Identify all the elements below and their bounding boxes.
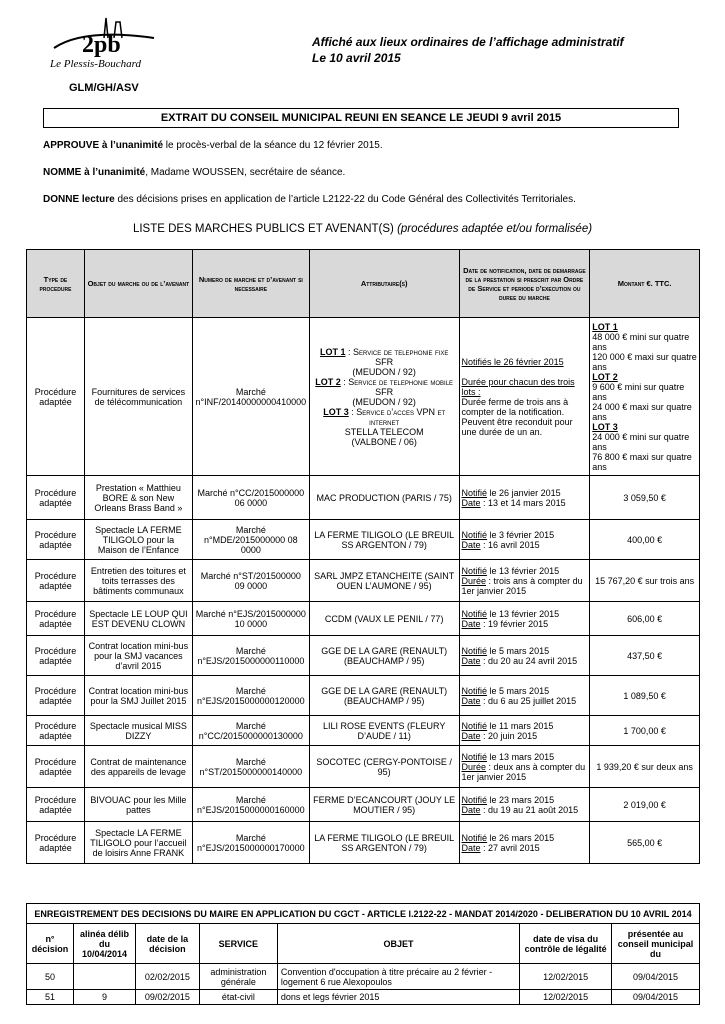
cell-visa: 12/02/2015: [520, 990, 612, 1005]
cell-attributaire: SOCOTEC (CERGY-PONTOISE / 95): [309, 746, 459, 788]
date-line: [462, 540, 588, 550]
date-line: [462, 576, 588, 596]
col-date-decision: date de la décision: [135, 924, 199, 964]
cell-montant: 437,50 €: [590, 636, 700, 676]
cell-montant: 1 939,20 € sur deux ans: [590, 746, 700, 788]
liste-subtitle: (procédures adaptée et/ou formalisée): [397, 223, 593, 235]
notif-line: [462, 833, 588, 843]
registre-caption: ENREGISTREMENT DES DECISIONS DU MAIRE EN APPLICATION DU CGCT - ARTICLE l.2122-22 - MANDAT 2014/2020 - DELIBERATION DU 10 AVRIL 2014: [27, 904, 700, 924]
col-date: Date de notification, date de demarrage de la prestation si prescrit par Ordre de Service et periode d’execution ou duree du marche: [459, 250, 590, 318]
table-row: [27, 476, 700, 520]
cell-attributaire: GGE DE LA GARE (RENAULT) (BEAUCHAMP / 95): [309, 636, 459, 676]
cell-date: [459, 560, 590, 602]
lot-block: [312, 347, 457, 377]
cell-objet: Contrat de maintenance des appareils de levage: [84, 746, 192, 788]
cell-date: [459, 520, 590, 560]
marches-table: [26, 249, 700, 864]
col-type: Type de procedure: [27, 250, 85, 318]
notif-text: le 5 mars 2015: [487, 685, 550, 696]
liste-title: [0, 223, 725, 235]
table-row: [27, 990, 700, 1005]
lot-label: LOT 2: [592, 371, 618, 382]
notif-label: Notifié: [461, 565, 488, 576]
date-label: Date: [461, 655, 481, 666]
table-row: [27, 318, 700, 476]
col-num: n° décision: [27, 924, 74, 964]
lot-label: LOT 1: [319, 346, 346, 357]
liste-title-main: LISTE DES MARCHES PUBLICS ET AVENANT(S): [132, 223, 398, 235]
date-label: Durée: [461, 761, 487, 772]
notif-line: [462, 566, 588, 576]
para-text: , Madame WOUSSEN, secrétaire de séance.: [145, 167, 346, 178]
cell-date: [459, 476, 590, 520]
cell-objet: dons et legs février 2015: [277, 990, 519, 1005]
date-text: : 27 avril 2015: [480, 842, 540, 853]
cell-numero: Marché n°EJS/2015000000170000: [192, 822, 309, 864]
notif-label: Notifié: [461, 720, 488, 731]
col-conseil: présentée au conseil municipal du: [612, 924, 700, 964]
date-line: [462, 843, 588, 853]
cell-attributaire: GGE DE LA GARE (RENAULT) (BEAUCHAMP / 95): [309, 676, 459, 716]
cell-conseil: 09/04/2015: [612, 964, 700, 990]
cell-type: Procédure adaptée: [27, 636, 85, 676]
cell-attributaire: LA FERME TILIGOLO (LE BREUIL SS ARGENTON / 79): [309, 822, 459, 864]
cell-type: Procédure adaptée: [27, 602, 85, 636]
cell-numero: Marché n°EJS/2015000000160000: [192, 788, 309, 822]
date-label: Date: [461, 539, 481, 550]
col-attributaire: Attributaire(s): [309, 250, 459, 318]
date-text: : 16 avril 2015: [480, 539, 540, 550]
date-line: [462, 696, 588, 706]
date-line: [462, 762, 588, 782]
cell-visa: 12/02/2015: [520, 964, 612, 990]
date-label: Date: [461, 618, 481, 629]
notif-label: Notifié: [461, 529, 488, 540]
date-text: : du 6 au 25 juillet 2015: [480, 695, 577, 706]
notif-label: Notifié: [461, 685, 488, 696]
cell-num: 51: [27, 990, 74, 1005]
date-text: : 13 et 14 mars 2015: [480, 497, 566, 508]
affichage-notice: [312, 34, 624, 66]
lot-label: LOT 2: [315, 376, 341, 387]
para-bold: APPROUVE à l’unanimité: [43, 140, 164, 151]
lot-place: (MEUDON / 92): [352, 366, 416, 377]
date-line: [462, 619, 588, 629]
notif-text: le 3 février 2015: [487, 529, 555, 540]
notif-line: [462, 721, 588, 731]
cell-service: administration générale: [199, 964, 277, 990]
lot-name: SFR: [375, 386, 394, 397]
date-label: Date: [461, 497, 481, 508]
cell-montant: 606,00 €: [590, 602, 700, 636]
cell-montant: 15 767,20 € sur trois ans: [590, 560, 700, 602]
lot-name: SFR: [375, 356, 394, 367]
extrait-title: EXTRAIT DU CONSEIL MUNICIPAL REUNI EN SEANCE LE JEUDI 9 avril 2015: [43, 108, 679, 128]
date-label: Date: [461, 730, 481, 741]
cell-numero: Marché n°CC/2015000000130000: [192, 716, 309, 746]
cell-objet: Contrat location mini-bus pour la SMJ vacances d’avril 2015: [84, 636, 192, 676]
cell-attributaire: FERME D’ECANCOURT (JOUY LE MOUTIER / 95): [309, 788, 459, 822]
lot-place: (MEUDON / 92): [352, 396, 416, 407]
notif-text: le 26 janvier 2015: [487, 487, 561, 498]
cell-montant: 400,00 €: [590, 520, 700, 560]
cell-date: [459, 716, 590, 746]
lot-block: [312, 377, 457, 407]
table-row: [27, 716, 700, 746]
date-line: Durée ferme de trois ans à compter de la notification.: [461, 396, 569, 417]
cell-attributaire: SARL JMPZ ETANCHEITE (SAINT OUEN L’AUMONE / 95): [309, 560, 459, 602]
col-objet: OBJET: [277, 924, 519, 964]
lot-label: LOT 3: [323, 406, 349, 417]
cell-montant: 3 059,50 €: [590, 476, 700, 520]
lot-name: STELLA TELECOM: [344, 426, 424, 437]
notif-line: [462, 609, 588, 619]
cell-type: Procédure adaptée: [27, 318, 85, 476]
notif-label: Notifié: [461, 832, 488, 843]
lot-place: (VALBONE / 06): [351, 436, 417, 447]
notif-text: le 23 mars 2015: [487, 794, 555, 805]
montant-line: 48 000 € mini sur quatre ans: [592, 331, 690, 352]
reference: GLM/GH/ASV: [69, 82, 139, 94]
registre-caption-row: [27, 904, 700, 924]
cell-objet: Contrat location mini-bus pour la SMJ Juillet 2015: [84, 676, 192, 716]
table-row: [27, 636, 700, 676]
cell-montant: 2 019,00 €: [590, 788, 700, 822]
para-text: des décisions prises en application de l’article L2122-22 du Code Général des Collectivités Territoriales.: [114, 194, 576, 205]
cell-objet: BIVOUAC pour les Mille pattes: [84, 788, 192, 822]
cell-service: état-civil: [199, 990, 277, 1005]
cell-type: Procédure adaptée: [27, 746, 85, 788]
cell-date: [459, 636, 590, 676]
cell-attributaire: [309, 318, 459, 476]
date-line: [462, 498, 588, 508]
notif-text: le 13 mars 2015: [487, 751, 555, 762]
cell-numero: Marché n°EJS/2015000000110000: [192, 636, 309, 676]
montant-line: 24 000 € maxi sur quatre ans: [592, 401, 692, 422]
cell-date: [459, 676, 590, 716]
cell-montant: 565,00 €: [590, 822, 700, 864]
table-row: [27, 746, 700, 788]
affichage-line2: Le 10 avril 2015: [312, 51, 401, 65]
cell-type: Procédure adaptée: [27, 560, 85, 602]
cell-type: Procédure adaptée: [27, 788, 85, 822]
cell-type: Procédure adaptée: [27, 716, 85, 746]
cell-numero: Marché n°ST/2015000000140000: [192, 746, 309, 788]
notif-text: le 26 mars 2015: [487, 832, 555, 843]
cell-date: [459, 788, 590, 822]
cell-attributaire: LA FERME TILIGOLO (LE BREUIL SS ARGENTON / 79): [309, 520, 459, 560]
cell-date: 09/02/2015: [135, 990, 199, 1005]
date-text: : du 20 au 24 avril 2015: [480, 655, 578, 666]
col-service: SERVICE: [199, 924, 277, 964]
col-visa: date de visa du contrôle de légalité: [520, 924, 612, 964]
col-objet: Objet du marche ou de l’avenant: [84, 250, 192, 318]
date-line: [462, 805, 588, 815]
date-line: Notifiés le 26 février 2015: [461, 356, 564, 367]
cell-numero: Marché n°EJS/2015000000120000: [192, 676, 309, 716]
cell-num: 50: [27, 964, 74, 990]
cell-alinea: 9: [73, 990, 135, 1005]
table-row: [27, 788, 700, 822]
table-header-row: [27, 250, 700, 318]
cell-numero: Marché n°INF/20140000000410000: [192, 318, 309, 476]
table-row: [27, 676, 700, 716]
table-row: [27, 560, 700, 602]
notif-line: [462, 488, 588, 498]
registre-header-row: [27, 924, 700, 964]
date-text: : 20 juin 2015: [480, 730, 538, 741]
date-text: : du 19 au 21 août 2015: [480, 804, 579, 815]
montant-line: 9 600 € mini sur quatre ans: [592, 381, 685, 402]
cell-date: [459, 746, 590, 788]
date-line: [462, 656, 588, 666]
notif-line: [462, 795, 588, 805]
notif-text: le 5 mars 2015: [487, 645, 550, 656]
para-bold: DONNE lecture: [43, 194, 115, 205]
date-line: Durée pour chacun des trois lots :: [461, 376, 575, 397]
lot-label: LOT 3: [592, 421, 618, 432]
cell-date: 02/02/2015: [135, 964, 199, 990]
lot-desc: : Service d’acces VPN et internet: [348, 406, 446, 427]
notif-text: le 13 février 2015: [487, 608, 560, 619]
col-montant: Montant €. TTC.: [590, 250, 700, 318]
cell-objet: Prestation « Matthieu BORE & son New Orleans Brass Band »: [84, 476, 192, 520]
date-text: : 19 février 2015: [480, 618, 549, 629]
lot-desc: : Service de telephonie fixe: [345, 346, 449, 357]
table-row: [27, 964, 700, 990]
lot-block: [312, 407, 457, 447]
logo-mark: 2pb: [82, 32, 121, 58]
notif-text: le 13 février 2015: [487, 565, 560, 576]
paragraph-approuve: [43, 140, 383, 151]
cell-objet: Spectacle musical MISS DIZZY: [84, 716, 192, 746]
notif-label: Notifié: [461, 645, 488, 656]
logo-caption: Le Plessis-Bouchard: [50, 58, 141, 70]
cell-attributaire: MAC PRODUCTION (PARIS / 75): [309, 476, 459, 520]
lot-label: LOT 1: [592, 321, 618, 332]
montant-line: 120 000 € maxi sur quatre ans: [592, 351, 697, 372]
cell-type: Procédure adaptée: [27, 520, 85, 560]
notif-text: le 11 mars 2015: [487, 720, 554, 731]
cell-numero: Marché n°MDE/2015000000 08 0000: [192, 520, 309, 560]
notif-label: Notifié: [461, 487, 488, 498]
date-text: : deux ans à compter du 1er janvier 2015: [461, 761, 586, 782]
cell-alinea: [73, 964, 135, 990]
cell-attributaire: LILI ROSE EVENTS (FLEURY D’AUDE / 11): [309, 716, 459, 746]
cell-numero: Marché n°ST/201500000 09 0000: [192, 560, 309, 602]
cell-type: Procédure adaptée: [27, 676, 85, 716]
col-alinea: alinéa délib du 10/04/2014: [73, 924, 135, 964]
lot-desc: : Service de telephonie mobile: [340, 376, 454, 387]
date-line: Peuvent être reconduit pour une durée de un an.: [461, 416, 573, 437]
cell-objet: Fournitures de services de télécommunication: [84, 318, 192, 476]
table-row: [27, 602, 700, 636]
notif-label: Notifié: [461, 751, 488, 762]
cell-objet: Entretien des toitures et toits terrasses des bâtiments communaux: [84, 560, 192, 602]
para-bold: NOMME à l’unanimité: [43, 167, 146, 178]
cell-numero: Marché n°EJS/2015000000 10 0000: [192, 602, 309, 636]
cell-date: [459, 602, 590, 636]
cell-montant: 1 700,00 €: [590, 716, 700, 746]
cell-montant: [590, 318, 700, 476]
cell-objet: Spectacle LE LOUP QUI EST DEVENU CLOWN: [84, 602, 192, 636]
cell-objet: Convention d'occupation à titre précaire au 2 février - logement 6 rue Alexopoulos: [277, 964, 519, 990]
table-row: [27, 520, 700, 560]
date-text: : trois ans à compter du 1er janvier 2015: [461, 575, 583, 596]
table-row: [27, 822, 700, 864]
notif-label: Notifié: [461, 794, 488, 805]
cell-numero: Marché n°CC/2015000000 06 0000: [192, 476, 309, 520]
cell-type: Procédure adaptée: [27, 476, 85, 520]
notif-line: [462, 752, 588, 762]
paragraph-donne: [43, 194, 576, 205]
date-label: Date: [461, 804, 481, 815]
registre-table: [26, 903, 700, 1005]
col-numero: Numero de marche et d’avenant si necessaire: [192, 250, 309, 318]
notif-line: [462, 530, 588, 540]
cell-objet: Spectacle LA FERME TILIGOLO pour l’accueil de loisirs Anne FRANK: [84, 822, 192, 864]
date-label: Date: [461, 695, 481, 706]
montant-line: 76 800 € maxi sur quatre ans: [592, 451, 692, 472]
cell-date: [459, 318, 590, 476]
affichage-line1: Affiché aux lieux ordinaires de l’affichage administratif: [312, 35, 624, 49]
date-label: Date: [461, 842, 481, 853]
date-label: Durée: [461, 575, 487, 586]
montant-line: 24 000 € mini sur quatre ans: [592, 431, 690, 452]
para-text: le procès-verbal de la séance du 12 février 2015.: [163, 140, 383, 151]
cell-conseil: 09/04/2015: [612, 990, 700, 1005]
paragraph-nomme: [43, 167, 345, 178]
notif-line: [462, 646, 588, 656]
cell-montant: 1 089,50 €: [590, 676, 700, 716]
cell-date: [459, 822, 590, 864]
date-line: [462, 731, 588, 741]
notif-line: [462, 686, 588, 696]
cell-type: Procédure adaptée: [27, 822, 85, 864]
cell-objet: Spectacle LA FERME TILIGOLO pour la Maison de l’Enfance: [84, 520, 192, 560]
cell-attributaire: CCDM (VAUX LE PENIL / 77): [309, 602, 459, 636]
notif-label: Notifié: [461, 608, 488, 619]
